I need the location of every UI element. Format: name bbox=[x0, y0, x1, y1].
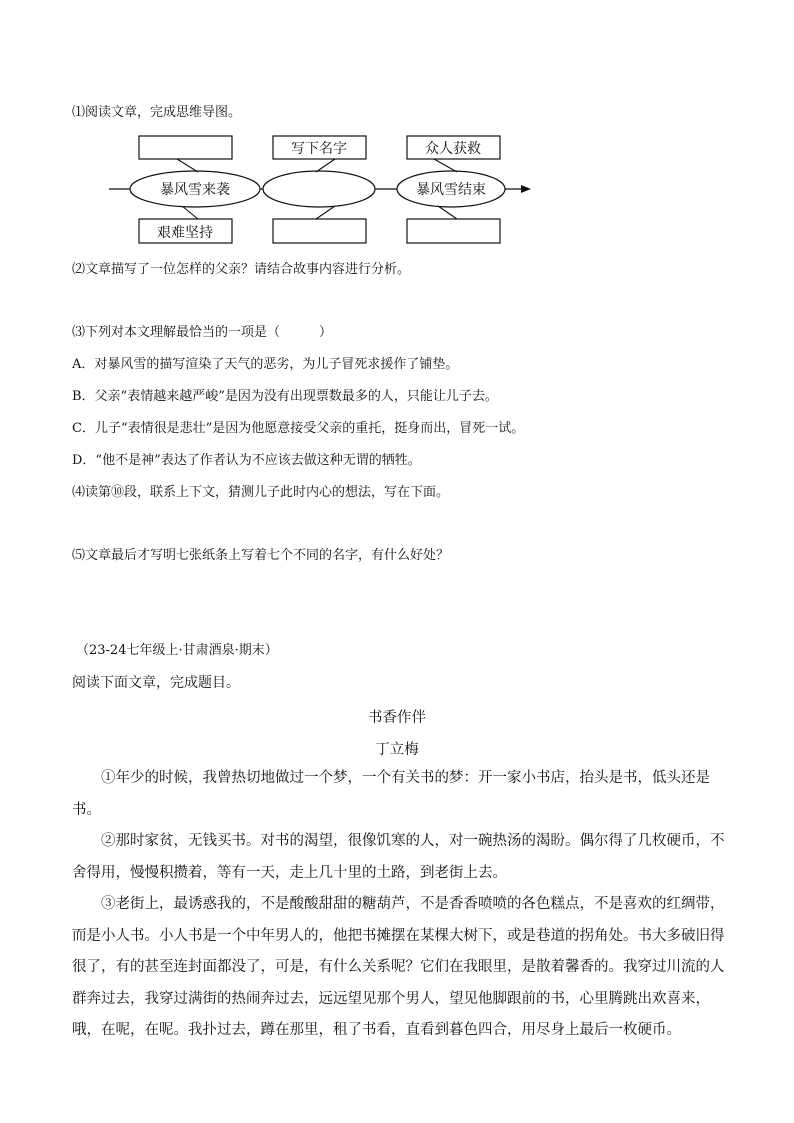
article-paragraph-2: ②那时家贫，无钱买书。对书的渴望，很像饥寒的人，对一碗热汤的渴盼。偶尔得了几枚硬币，不舍得用，慢慢积攒着，等有一天，走上几十里的土路，到老街上去。 bbox=[72, 833, 725, 881]
source-note: （23-24七年级上·甘肃酒泉·期末） bbox=[76, 643, 278, 658]
question-3-option-c: C．儿子“表情很是悲壮”是因为他愿意接受父亲的重托，挺身而出，冒死一试。 bbox=[72, 421, 525, 436]
mind-map-bottom-box-3 bbox=[407, 219, 500, 243]
article-body bbox=[72, 763, 732, 1047]
article-paragraph-1: ①年少的时候，我曾热切地做过一个梦，一个有关书的梦：开一家小书店，抬头是书，低头还是书。 bbox=[72, 770, 710, 818]
mind-map bbox=[105, 132, 545, 252]
mind-map-top-box-3-label: 众人获救 bbox=[425, 141, 481, 157]
instruction: 阅读下面文章，完成题目。 bbox=[72, 675, 240, 691]
question-3-option-d: D．“他不是神”表达了作者认为不应该去做这种无谓的牺牲。 bbox=[72, 453, 421, 468]
question-1: ⑴阅读文章，完成思维导图。 bbox=[72, 105, 242, 120]
mind-map-top-box-2-label: 写下名字 bbox=[291, 141, 347, 157]
question-3-option-b: B．父亲“表情越来越严峻”是因为没有出现票数最多的人，只能让儿子去。 bbox=[72, 389, 498, 404]
mind-map-top-box-1 bbox=[139, 136, 232, 159]
mind-map-node-1-label: 暴风雪来袭 bbox=[160, 182, 230, 198]
mind-map-bottom-box-1-label: 艰难坚持 bbox=[157, 225, 213, 241]
article-title: 书香作伴 bbox=[368, 710, 426, 726]
mind-map-node-3-label: 暴风雪结束 bbox=[416, 182, 486, 198]
arrow-head-icon bbox=[521, 185, 531, 193]
article-author: 丁立梅 bbox=[375, 742, 419, 758]
question-3-option-a: A．对暴风雪的描写渲染了天气的恶劣，为儿子冒死求援作了铺垫。 bbox=[72, 357, 459, 372]
mind-map-node-2 bbox=[263, 171, 375, 207]
question-3-stem: ⑶下列对本文理解最恰当的一项是（ ） bbox=[72, 325, 333, 340]
question-5: ⑸文章最后才写明七张纸条上写着七个不同的名字，有什么好处？ bbox=[72, 548, 450, 563]
mind-map-bottom-box-2 bbox=[273, 219, 366, 243]
question-2: ⑵文章描写了一位怎样的父亲？请结合故事内容进行分析。 bbox=[72, 262, 411, 277]
question-4: ⑷读第⑩段，联系上下文，猜测儿子此时内心的想法，写在下面。 bbox=[72, 485, 450, 500]
article-paragraph-3: ③老街上，最诱惑我的，不是酸酸甜甜的糖葫芦，不是香香喷喷的各色糕点，不是喜欢的红绸带，而是小人书。小人书是一个中年男人的，他把书摊摆在某棵大树下，或是巷道的拐角处。书大多破旧得很了，有的甚至连封面都没了，可是，有什么关系呢？它们在我眼里，是散着馨香的。我穿过川流的人群奔过去，我穿过满街的热闹奔过去，远远望见那个男人，望见他脚跟前的书，心里腾跳出欢喜来，哦，在呢，在呢。我扑过去，蹲在那里，租了书看，直看到暮色四合，用尽身上最后一枚硬币。 bbox=[72, 896, 725, 1038]
